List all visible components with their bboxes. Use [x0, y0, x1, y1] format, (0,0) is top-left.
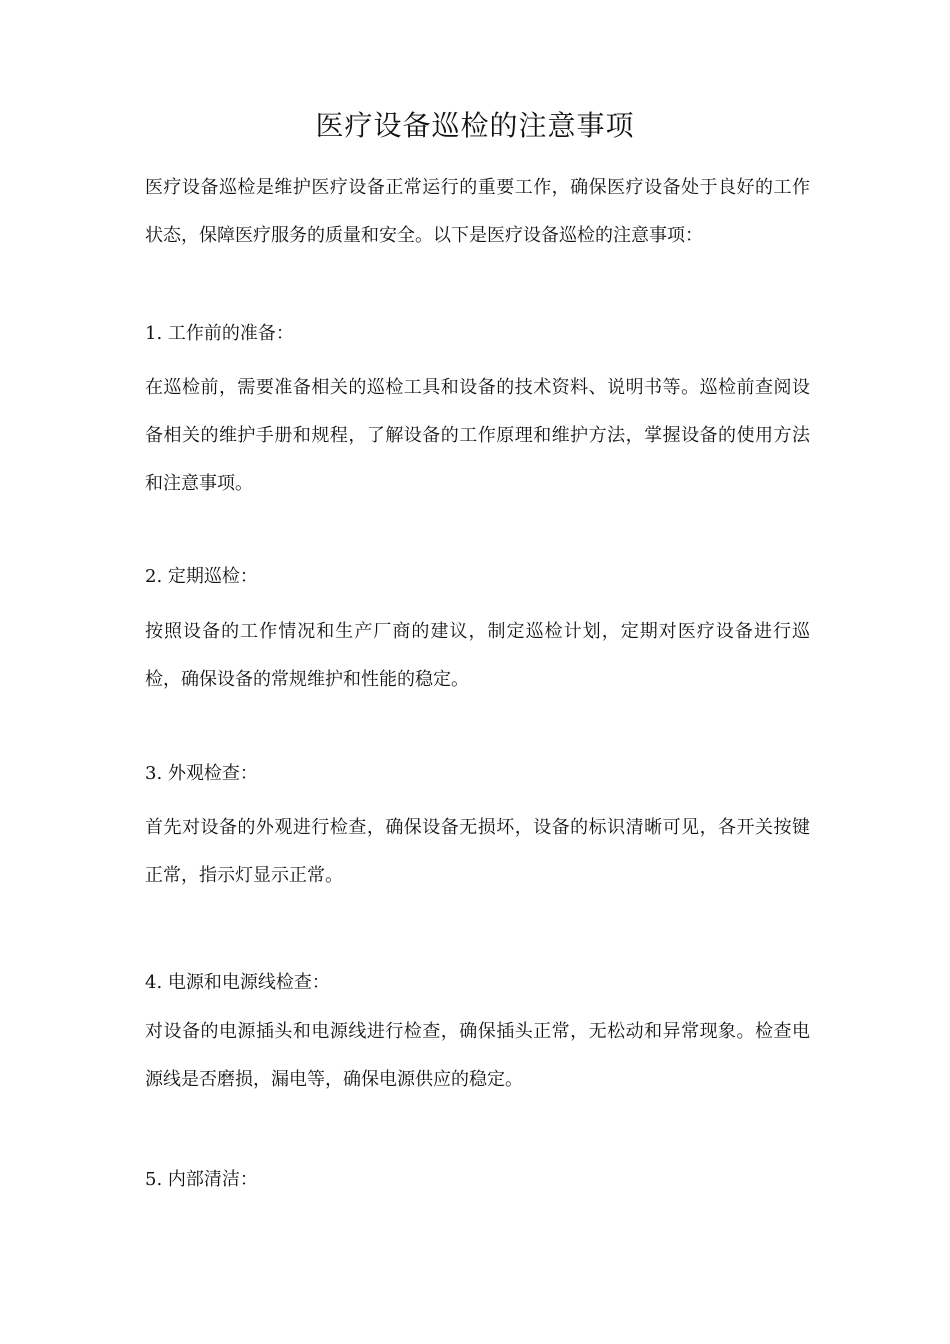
section-5-heading: 5. 内部清洁： — [145, 1169, 258, 1190]
document-title: 医疗设备巡检的注意事项 — [315, 109, 635, 142]
section-1-body: 在巡检前，需要准备相关的巡检工具和设备的技术资料、说明书等。巡检前查阅设备相关的维护手册和规程，了解设备的工作原理和维护方法，掌握设备的使用方法和注意事项。 — [145, 377, 810, 494]
section-4-body: 对设备的电源插头和电源线进行检查，确保插头正常，无松动和异常现象。检查电源线是否磨损，漏电等，确保电源供应的稳定。 — [145, 1021, 810, 1090]
section-4-heading: 4. 电源和电源线检查： — [145, 972, 330, 993]
section-3-heading: 3. 外观检查： — [145, 763, 258, 784]
section-2-heading: 2. 定期巡检： — [145, 566, 258, 587]
intro-paragraph: 医疗设备巡检是维护医疗设备正常运行的重要工作，确保医疗设备处于良好的工作状态，保障医疗服务的质量和安全。以下是医疗设备巡检的注意事项： — [145, 177, 810, 246]
section-3-body: 首先对设备的外观进行检查，确保设备无损坏，设备的标识清晰可见，各开关按键正常，指示灯显示正常。 — [145, 817, 810, 886]
section-2-body: 按照设备的工作情况和生产厂商的建议，制定巡检计划，定期对医疗设备进行巡检，确保设备的常规维护和性能的稳定。 — [145, 621, 810, 690]
section-1-heading: 1. 工作前的准备： — [145, 323, 294, 344]
